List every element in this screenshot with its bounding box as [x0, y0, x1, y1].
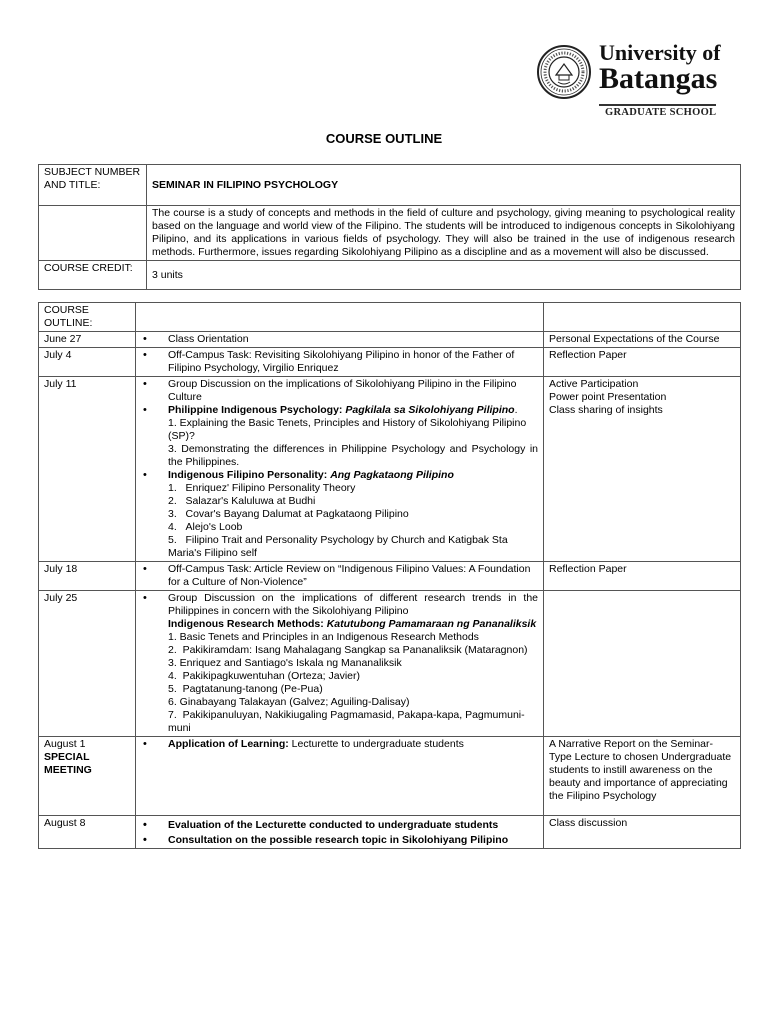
subtopic: 4. Alejo's Loob [168, 521, 243, 533]
row-activities [136, 562, 544, 591]
activity-item: • Consultation on the possible research topic in Sikolohiyang Pilipino [141, 834, 538, 847]
university-seal-icon [536, 44, 592, 100]
row-date: August 8 [39, 816, 136, 849]
topic-subtitle: Katutubong Pamamaraan ng Pananaliksik [326, 618, 537, 630]
subtopic: 2. Pakikiramdam: Isang Mahalagang Sangkap sa Pananaliksik (Mataragnon) [168, 644, 528, 656]
row-output: Class discussion [544, 816, 741, 849]
table-row [39, 332, 741, 348]
subject-label: SUBJECT NUMBER AND TITLE: [39, 165, 147, 206]
subtopic: 1. Explaining the Basic Tenets, Principles and History of Sikolohiyang Pilipino (SP)? [168, 417, 527, 442]
row-date: July 25 [39, 591, 136, 737]
header-rule [599, 104, 716, 106]
outline-label: COURSE OUTLINE: [39, 303, 136, 332]
topic-heading: Indigenous Research Methods: [168, 618, 324, 630]
subtopic: 2. Salazar's Kaluluwa at Budhi [168, 495, 316, 507]
topic-subtitle: Ang Pagkataong Pilipino [330, 469, 454, 481]
row-output: Personal Expectations of the Course [544, 332, 741, 348]
output-item: Power point Presentation [549, 391, 667, 403]
topic-heading: Indigenous Filipino Personality: [168, 469, 328, 481]
row-output: Reflection Paper [544, 348, 741, 377]
subtopic: 5. Pagtatanung-tanong (Pe-Pua) [168, 683, 323, 695]
document-title: COURSE OUTLINE [325, 131, 443, 146]
topic-tail: . [514, 404, 518, 416]
graduate-school-label: GRADUATE SCHOOL [605, 107, 717, 118]
table-row [39, 562, 741, 591]
row-output: A Narrative Report on the Seminar-Type Lecture to chosen Undergraduate students to instill awareness on the beauty and importance of appreciating the Filipino Psychology [544, 737, 741, 816]
activity-item [141, 469, 538, 560]
course-info-table [38, 164, 741, 290]
row-date: July 11 [39, 377, 136, 562]
row-date: July 4 [39, 348, 136, 377]
credit-row [39, 261, 741, 290]
date-label: August 1 [44, 738, 86, 750]
topic-heading: Philippine Indigenous Psychology: [168, 404, 343, 416]
subtopic: 1. Enriquez' Filipino Personality Theory [168, 482, 356, 494]
row-activities [136, 332, 544, 348]
activity-item [141, 404, 538, 469]
activity-text: Lecturette to undergraduate students [288, 738, 464, 750]
activity-item: • Evaluation of the Lecturette conducted to undergraduate students [141, 819, 538, 832]
activity-item: • Group Discussion on the implications of Sikolohiyang Pilipino in the Filipino Culture [141, 378, 538, 404]
special-meeting-note-2: MEETING [44, 764, 92, 776]
activity-item [141, 738, 538, 751]
row-activities [136, 737, 544, 816]
university-name-line1: University of [599, 40, 721, 65]
activity-item: • Class Orientation [141, 333, 538, 346]
row-activities [136, 377, 544, 562]
course-description: The course is a study of concepts and methods in the field of culture and psychology, giving meaning to psychological reality based on the language and world view of the Filipino. The students will be introduced to indigenous concepts in Sikolohiyang Pilipino, and its applications in various fields of psychology. They will also be trained in the use of indigenous research methods. Furthermore, issues regarding Sikolohiyang Pilipino as a discipline and as a movement will also be discussed. [147, 206, 741, 261]
subtopic: 5. Filipino Trait and Personality Psychology by Church and Katigbak Sta Maria's Filipino self [168, 534, 508, 559]
row-date: June 27 [39, 332, 136, 348]
special-meeting-note: SPECIAL [44, 751, 90, 763]
subtopic: 3. Covar's Bayang Dalumat at Pagkataong Pilipino [168, 508, 409, 520]
table-row [39, 591, 741, 737]
output-item: Active Participation [549, 378, 639, 390]
credit-value: 3 units [147, 261, 741, 290]
row-date [39, 737, 136, 816]
row-output [544, 591, 741, 737]
course-outline-table [38, 302, 741, 849]
table-row [39, 737, 741, 816]
subtopic: 7. Pakikipanuluyan, Nakikiugaling Pagmamasid, Pakapa-kapa, Pagmumuni-muni [168, 709, 525, 734]
activity-item: • Group Discussion on the implications of different research trends in the Philippines in concern with the Sikolohiyang Pilipino [141, 592, 538, 618]
row-date: July 18 [39, 562, 136, 591]
subtopic: 4. Pakikipagkuwentuhan (Orteza; Javier) [168, 670, 361, 682]
activity-item: • Off-Campus Task: Revisiting Sikolohiyang Pilipino in honor of the Father of Filipino Psychology, Virgilio Enriquez [141, 349, 538, 375]
table-row [39, 816, 741, 849]
activity-heading: Application of Learning: [168, 738, 289, 750]
topic-subtitle: Pagkilala sa Sikolohiyang Pilipino [345, 404, 515, 416]
university-name-line2: Batangas [599, 62, 718, 95]
outline-header-row [39, 303, 741, 332]
research-methods-block [141, 618, 538, 735]
subtopic: 3. Enriquez and Santiago's Iskala ng Mananaliksik [168, 657, 402, 669]
university-name [599, 42, 721, 94]
row-output: Reflection Paper [544, 562, 741, 591]
activity-item: • Off-Campus Task: Article Review on “Indigenous Filipino Values: A Foundation for a Culture of Non-Violence” [141, 563, 538, 589]
row-output [544, 377, 741, 562]
outline-header-blank [136, 303, 544, 332]
table-row [39, 377, 741, 562]
subtopic: 6. Ginabayang Talakayan (Galvez; Aguiling-Dalisay) [168, 696, 410, 708]
description-label-cell [39, 206, 147, 261]
credit-label: COURSE CREDIT: [39, 261, 147, 290]
subtopic: 1. Basic Tenets and Principles in an Indigenous Research Methods [168, 631, 479, 643]
outline-header-blank-2 [544, 303, 741, 332]
university-header [530, 40, 720, 120]
subject-row [39, 165, 741, 206]
row-activities [136, 591, 544, 737]
row-activities [136, 816, 544, 849]
subtopic: 3. Demonstrating the differences in Philippine Psychology and Psychology in the Philippines. [168, 443, 538, 468]
table-row [39, 348, 741, 377]
row-activities [136, 348, 544, 377]
subject-value: SEMINAR IN FILIPINO PSYCHOLOGY [147, 165, 741, 206]
output-item: Class sharing of insights [549, 404, 663, 416]
description-row [39, 206, 741, 261]
